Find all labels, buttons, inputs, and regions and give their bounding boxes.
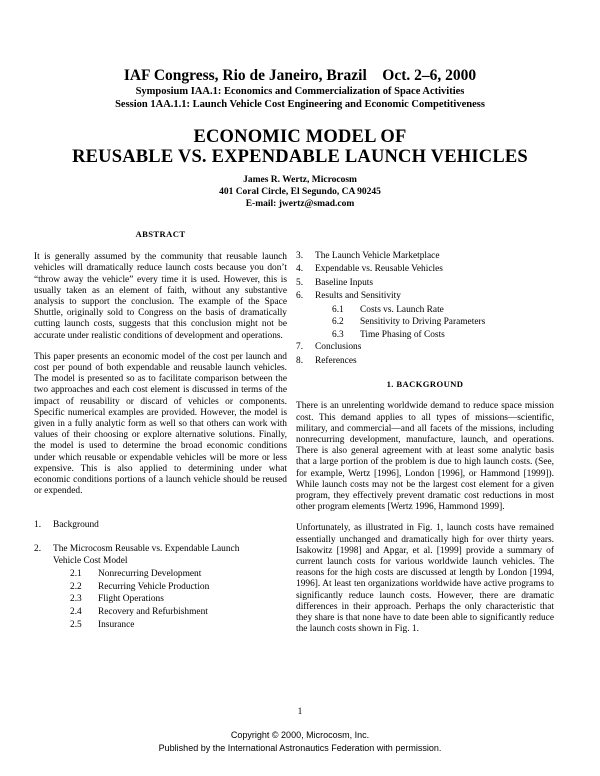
toc-subitem-number: 6.1 <box>332 304 344 315</box>
toc-subitem-label: Recurring Vehicle Production <box>98 581 210 592</box>
toc-subitem-label: Costs vs. Launch Rate <box>360 304 444 315</box>
toc-subitem <box>296 329 554 342</box>
toc-item-number: 2. <box>34 543 42 554</box>
toc-item-label: Background <box>53 520 99 531</box>
toc-item <box>296 263 554 276</box>
toc-item-number: 1. <box>34 520 42 531</box>
right-column <box>296 250 554 645</box>
toc-item <box>34 519 287 532</box>
toc-subitem-label: Insurance <box>98 619 135 630</box>
toc-subitem <box>296 316 554 329</box>
toc-subitem <box>34 581 287 594</box>
toc-item-number: 8. <box>296 355 304 366</box>
author-email[interactable]: E-mail: jwertz@smad.com <box>245 199 355 209</box>
publisher-line: Published by the International Astronautics Federation with permission. <box>158 743 442 753</box>
toc-item-label: The Launch Vehicle Marketplace <box>315 251 440 261</box>
toc-item <box>296 250 554 263</box>
toc-subitem-number: 2.4 <box>70 607 82 618</box>
toc-subitem-label: Flight Operations <box>98 594 164 605</box>
toc-item-label: Conclusions <box>315 342 362 353</box>
symposium-line: Symposium IAA.1: Economics and Commercialization of Space Activities <box>135 86 465 97</box>
toc-item-label: Baseline Inputs <box>315 277 374 288</box>
paper-title-line-1: ECONOMIC MODEL OF <box>193 127 407 147</box>
toc-item-label: Results and Sensitivity <box>315 291 401 302</box>
toc-item-number: 7. <box>296 342 304 353</box>
background-paragraph-2: Unfortunately, as illustrated in Fig. 1, launch costs have remained essentially unchanged and dramatically high for over thirty years. Isakowitz [1998] and Apgar, et al. [1999] provide a summary of current launch costs for various worldwide launch vehicles. The reasons for the high costs are discussed at length by London [1994, 1996]. At least ten organizations worldwide have active programs to significantly reduce launch costs. However, there are dramatic differences in their approach. Perhaps the only characteristic that they share is that none have to date been able to significantly reduce the launch costs shown in Fig. 1. <box>296 523 554 635</box>
toc-item-number: 5. <box>296 277 304 288</box>
author-name: James R. Wertz, Microcosm <box>243 175 357 185</box>
toc-left <box>34 519 287 631</box>
toc-subitem-number: 2.3 <box>70 594 82 605</box>
toc-subitem-label: Nonrecurring Development <box>98 569 202 580</box>
toc-subitem <box>34 568 287 581</box>
toc-item <box>34 543 287 556</box>
toc-subitem <box>296 304 554 317</box>
toc-subitem <box>34 619 287 632</box>
toc-item-continuation: Vehicle Cost Model <box>53 556 128 567</box>
toc-subitem-number: 6.3 <box>332 329 344 340</box>
copyright-line: Copyright © 2000, Microcosm, Inc. <box>230 730 370 740</box>
toc-item-number: 4. <box>296 264 304 275</box>
toc-subitem <box>34 593 287 606</box>
toc-item <box>296 355 554 368</box>
author-address: 401 Coral Circle, El Segundo, CA 90245 <box>219 187 381 197</box>
toc-subitem-number: 6.2 <box>332 317 344 328</box>
toc-item-label: The Microcosm Reusable vs. Expendable Launch <box>53 543 240 554</box>
abstract-paragraph-2: This paper presents an economic model of the cost per launch and cost per pound of both expendable and reusable launch vehicles. The model is presented so as to facilitate comparison between the two approaches and each cost element is discussed in terms of the impact of reusability or discard of vehicles or components. Specific numerical examples are provided. However, the model is given in a fully analytic form as well so that others can work with values of their choosing or explore alternative solutions. Finally, the model is used to determine the broad economic conditions under which reusable or expendable vehicles will be more or less expensive. This is also applied to determining under what economic conditions portions of a launch vehicle should be reused or expended. <box>34 351 287 497</box>
background-heading: 1. BACKGROUND <box>386 379 464 390</box>
toc-item-label: Expendable vs. Reusable Vehicles <box>315 264 443 275</box>
toc-subitem-number: 2.5 <box>70 619 82 630</box>
conference-line: IAF Congress, Rio de Janeiro, Brazil Oct. 2–6, 2000 <box>123 67 477 84</box>
toc-subitem-label: Sensitivity to Driving Parameters <box>360 317 486 328</box>
toc-item-number: 6. <box>296 291 304 302</box>
toc-item <box>296 341 554 354</box>
toc-item <box>296 290 554 303</box>
toc-subitem-label: Recovery and Refurbishment <box>98 607 208 618</box>
page-number: 1 <box>297 707 303 717</box>
toc-right <box>296 250 554 368</box>
abstract-paragraph-1: It is generally assumed by the community that reusable launch vehicles will dramatically reduce launch costs because you don’t “throw away the vehicle” every time it is used. However, this is usually taken as an element of faith, without any substantive analysis to support the conclusion. The example of the Space Shuttle, originally sold to Congress on the basis of dramatically cutting launch costs, suggests that this conclusion might not be accurate under realistic conditions of development and operations. <box>34 252 287 341</box>
toc-subitem-number: 2.1 <box>70 569 82 580</box>
session-line: Session 1AA.1.1: Launch Vehicle Cost Engineering and Economic Competitiveness <box>115 99 485 110</box>
left-column <box>34 229 287 631</box>
toc-item-number: 3. <box>296 251 304 261</box>
background-paragraph-1: There is an unrelenting worldwide demand to reduce space mission cost. This demand applies to all types of missions—scientific, military, and commercial—and all facets of the missions, including nonrecurring development, manufacture, launch, and operations. There is also general agreement with at least some analytic basis that a large portion of the problem is due to high launch costs. (See, for example, Wertz [1996], London [1996], or Hammond [1999]). While launch costs may not be the largest cost element for a given program, they effectively prevent dramatic cost reductions in most other program elements [Wertz 1996, Hammond 1999]. <box>296 401 554 513</box>
toc-subitem-label: Time Phasing of Costs <box>360 329 445 340</box>
toc-item <box>296 277 554 290</box>
toc-subitem <box>34 606 287 619</box>
toc-item-label: References <box>315 355 357 366</box>
abstract-heading: ABSTRACT <box>135 229 186 239</box>
toc-subitem-number: 2.2 <box>70 581 82 592</box>
paper-title-line-2: REUSABLE VS. EXPENDABLE LAUNCH VEHICLES <box>72 147 528 167</box>
